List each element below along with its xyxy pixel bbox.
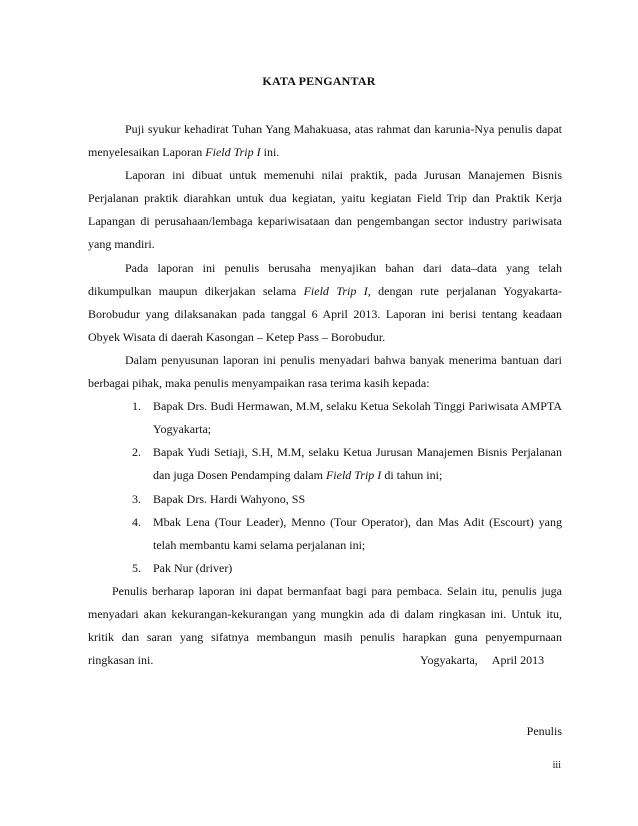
list-item-emphasis: Field Trip I [325, 468, 382, 483]
list-item-text-end: di tahun ini; [381, 468, 443, 483]
list-item-text: Mbak Lena (Tour Leader), Menno (Tour Operator), dan Mas Adit (Escourt) yang telah membantu kami selama perjalanan ini; [153, 514, 562, 552]
paragraph-4: Dalam penyusunan laporan ini penulis menyadari bahwa banyak menerima bantuan dari berbagai pihak, maka penulis menyampaikan rasa terima kasih kepada: [88, 352, 562, 391]
paragraph-2: Laporan ini dibuat untuk memenuhi nilai praktik, pada Jurusan Manajemen Bisnis Perjalanan praktik diarahkan untuk dua kegiatan, yaitu kegiatan Field Trip dan Praktik Kerja Lapangan di perusahaan/lembaga kepariwisataan dan pengembangan sector industry pariwisata yang mandiri. [88, 168, 562, 252]
document-body [88, 118, 562, 672]
list-item [88, 511, 562, 557]
date-text: April 2013 [491, 653, 545, 667]
page-number: iii [552, 760, 561, 771]
place-text: Yogyakarta, [420, 653, 478, 667]
list-item-number: 2. [132, 445, 141, 460]
list-item-text: Bapak Yudi Setiaji, S.H, M.M, selaku Ketua Jurusan Manajemen Bisnis Perjalanan dan juga Dosen Pendamping dalam [153, 445, 562, 483]
paragraph-1 [88, 118, 562, 164]
paragraph-3 [88, 257, 562, 349]
list-item-text: Bapak Drs. Budi Hermawan, M.M, selaku Ketua Sekolah Tinggi Pariwisata AMPTA Yogyakarta; [153, 399, 562, 437]
place-date [420, 653, 544, 668]
paragraph-3-emphasis: Field Trip I, [303, 283, 371, 298]
paragraph-1-text: Puji syukur kehadirat Tuhan Yang Mahakuasa, atas rahmat dan karunia-Nya penulis dapat menyelesaikan Laporan [88, 122, 562, 160]
paragraph-3-text: Pada laporan ini penulis berusaha menyajikan bahan dari data–data yang telah dikumpulkan maupun dikerjakan selama [88, 260, 562, 298]
page-title: KATA PENGANTAR [262, 74, 376, 88]
signature-label: Penulis [526, 724, 562, 738]
list-item [88, 395, 562, 441]
list-item [88, 557, 562, 580]
thanks-list [88, 395, 562, 580]
paragraph-1-text-end: ini. [260, 145, 280, 160]
list-item-text: Bapak Drs. Hardi Wahyono, SS [153, 491, 306, 506]
list-item-number: 5. [132, 560, 141, 575]
list-item-number: 3. [132, 491, 141, 506]
list-item-text: Pak Nur (driver) [153, 560, 233, 575]
paragraph-1-emphasis: Field Trip I [205, 145, 261, 160]
list-item-number: 1. [132, 399, 141, 414]
paragraph-3-text-end: dengan rute perjalanan Yogyakarta-Borobudur yang dilaksanakan pada tanggal 6 April 2013. Laporan ini berisi tentang keadaan Obyek Wisata di daerah Kasongan – Ketep Pass – Borobudur. [88, 283, 562, 344]
paragraph-5: Penulis berharap laporan ini dapat bermanfaat bagi para pembaca. Selain itu, penulis juga menyadari akan kekurangan-kekurangan yang mungkin ada di dalam ringkasan ini. Untuk itu, kritik dan saran yang sifatnya membangun masih penulis harapkan guna penyempurnaan ringkasan ini. [88, 583, 562, 668]
list-item [88, 488, 562, 511]
list-item-number: 4. [132, 514, 141, 529]
list-item [88, 441, 562, 487]
